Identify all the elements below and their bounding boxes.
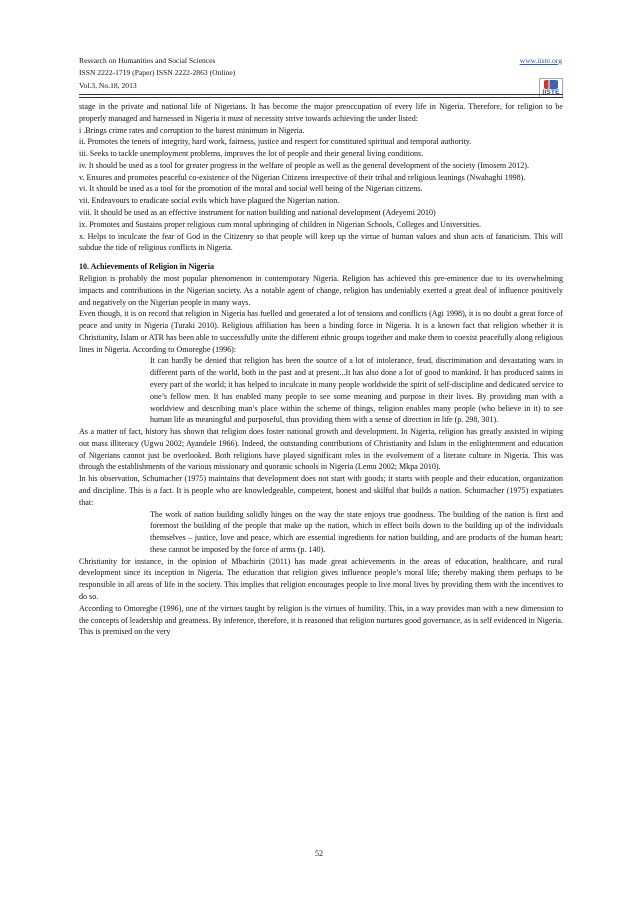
- article-body: [79, 101, 563, 638]
- list-item: vii. Endeavours to eradicate social evils which have plagued the Nigerian nation.: [79, 196, 340, 206]
- paragraph: According to Omoregbe (1996), one of the virtues taught by religion is the virtues of humility. This, in a way provides man with a new dimension to the concepts of leadership and greatness. By inference, therefore, it is reasoned that religion nurtures good governance, as is self evidenced in Nigeria. This is premised on the very: [79, 603, 563, 637]
- page-number: 52: [314, 849, 324, 858]
- intro-paragraph: stage in the private and national life of Nigerians. It has become the major preoccupation of every life in Nigeria. Therefore, for religion to be properly managed and harnessed in Nigeria it must of necessity strive towards achieving the under listed:: [79, 102, 563, 123]
- list-item: iii. Seeks to tackle unemployment problems, improves the lot of people and their general living conditions.: [79, 149, 424, 159]
- section-heading: 10. Achievements of Religion in Nigeria: [79, 262, 214, 272]
- block-quote: The work of nation building solidly hinges on the way the state enjoys true goodness. The building of the nation is first and foremost the building of the people that make up the nation, which in effect boils down to the building up of the individuals themselves – justice, love and peace, which are essential ingredients for nation building, and are products of the human heart; these cannot be imposed by the force of arms (p. 140).: [150, 509, 563, 554]
- issn-line: ISSN 2222-1719 (Paper) ISSN 2222-2863 (Online): [79, 68, 236, 78]
- header-rule-bottom: [79, 97, 563, 98]
- running-header: [79, 55, 409, 92]
- paragraph: In his observation, Schumacher (1975) maintains that development does not start with goods; it starts with people and their education, organization and discipline. This is a fact. It is people who are knowledgeable, competent, honest and skilful that builds a nation. Schumacher (1975) expatiates that:: [79, 474, 563, 507]
- section-gap: [79, 254, 563, 261]
- paragraph: Christianity for instance, in the opinion of Mbachirin (2011) has made great achievements in the areas of education, healthcare, and rural development since its inception in Nigeria. The education that religion gives influence people’s moral life; thereby making them perhaps to be responsible in all areas of life in the society. This implies that religion encourages people to live moral lives by providing them with the incentives to do so.: [79, 556, 563, 602]
- list-item: vi. It should be used as a tool for the promotion of the moral and social well being of the Nigerian citizens.: [79, 184, 423, 194]
- paragraph: As a matter of fact, history has shown that religion does foster national growth and development. In Nigeria, religion has greatly assisted in wiping out mass illiteracy (Ugwu 2002; Ayandele 1966). Indeed, the outstanding contributions of Christianity and Islam in the enlightenment and education of Nigerians cannot just be overlooked. Both religions have played significant roles in the evolvement of a literate culture in Nigeria. This was through the establishments of the various missionary and quoranic schools in Nigeria (Lemu 2002; Mkpa 2010).: [79, 427, 563, 472]
- journal-url-link[interactable]: www.iiste.org: [519, 56, 562, 65]
- header-rule-top: [79, 94, 563, 95]
- list-item: iv. It should be used as a tool for greater progress in the welfare of people as well as the general development of the society (Imosem 2012).: [79, 160, 529, 170]
- paragraph: Even though, it is on record that religion in Nigeria has fuelled and generated a lot of tensions and conflicts (Agi 1998), it is no doubt a great force of peace and unity in Nigeria (Turaki 2010). Religious affiliation has been a binding force in Nigeria. It is a known fact that religion whether it is Christianity, Islam or ATR has been able to successfully unite the different ethnic groups together and make them to coexist peacefully along religious lines in Nigeria. According to Omoregbe (1996):: [79, 309, 563, 354]
- list-item: i .Brings crime rates and corruption to the barest minimum in Nigeria.: [79, 125, 305, 135]
- journal-name: Research on Humanities and Social Sciences: [79, 56, 216, 65]
- list-item: v. Ensures and promotes peaceful co-existence of the Nigerian Citizens irrespective of their tribal and religious leanings (Nwahaghi 1998).: [79, 172, 526, 182]
- volume-line: Vol.3, No.18, 2013: [79, 80, 137, 90]
- logo-text: IISTE: [542, 89, 560, 96]
- list-item: x. Helps to inculcate the fear of God in the Citizenry so that people will keep up the virtue of human values and shun acts of fanaticism. This will subdue the tide of religious conflicts in Nigeria.: [79, 231, 563, 253]
- paragraph: Religion is probably the most popular phenomenon in contemporary Nigeria. Religion has achieved this pre-eminence due to its overwhelming impacts and contributions in the Nigerian society. As a notable agent of change, religion has undeniably exerted a great deal of influence positively and negatively on the Nigerian people in many ways.: [79, 273, 563, 307]
- iiste-logo: [539, 78, 563, 98]
- block-quote: It can hardly be denied that religion has been the source of a lot of intolerance, feud, discrimination and devastating wars in different parts of the world, both in the past and at present...It has also done a lot of good to mankind. It has produced saints in every part of the world; it has helped to inculcate in many people worldwide the spirit of self-discipline and dedicated service to one’s fellow men. It has enabled many people to see some meaning and purpose in their lives. By providing man with a worldview and describing man’s place within the scheme of things, religion enables many people (who believe in it) to see human life as meaningful and purposeful, thus providing them with a sense of direction in life (p. 298, 301).: [150, 356, 563, 425]
- list-item: viii. It should be used as an effective instrument for nation building and national development (Adeyemi 2010): [79, 208, 436, 218]
- list-item: ii. Promotes the tenets of integrity, hard work, fairness, justice and respect for constituted spiritual and temporal authority.: [79, 137, 472, 147]
- logo-mark-icon: [544, 80, 558, 89]
- list-item: ix. Promotes and Sustains proper religious cum moral upbringing of children in Nigerian Schools, Colleges and Universities.: [79, 219, 482, 229]
